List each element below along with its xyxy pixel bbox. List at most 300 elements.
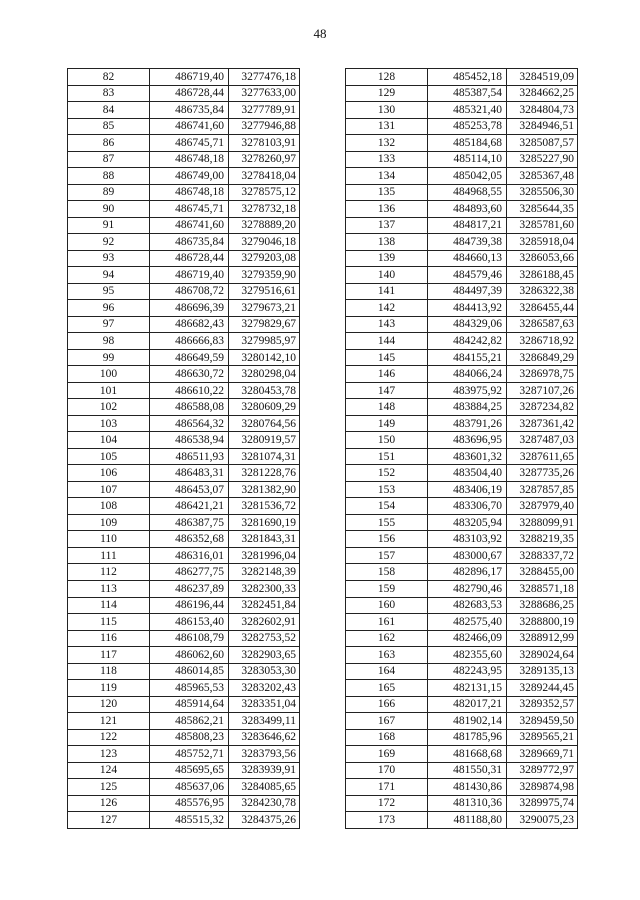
point-number-cell: 142 — [346, 300, 428, 317]
x-coordinate-cell: 486749,00 — [150, 168, 229, 185]
point-number-cell: 159 — [346, 580, 428, 597]
point-number-cell: 111 — [68, 547, 150, 564]
y-coordinate-cell: 3282753,52 — [229, 630, 300, 647]
y-coordinate-cell: 3289669,71 — [507, 746, 578, 763]
x-coordinate-cell: 484968,55 — [428, 184, 507, 201]
y-coordinate-cell: 3283793,56 — [229, 746, 300, 763]
point-number-cell: 161 — [346, 614, 428, 631]
point-number-cell: 86 — [68, 135, 150, 152]
table-row — [346, 746, 578, 763]
point-number-cell: 109 — [68, 514, 150, 531]
x-coordinate-cell: 485576,95 — [150, 795, 229, 812]
y-coordinate-cell: 3289244,45 — [507, 680, 578, 697]
table-row — [68, 696, 300, 713]
point-number-cell: 126 — [68, 795, 150, 812]
x-coordinate-cell: 486745,71 — [150, 201, 229, 218]
point-number-cell: 105 — [68, 448, 150, 465]
table-row — [346, 283, 578, 300]
point-number-cell: 88 — [68, 168, 150, 185]
point-number-cell: 91 — [68, 217, 150, 234]
point-number-cell: 160 — [346, 597, 428, 614]
y-coordinate-cell: 3284230,78 — [229, 795, 300, 812]
y-coordinate-cell: 3285087,57 — [507, 135, 578, 152]
table-row — [346, 234, 578, 251]
point-number-cell: 155 — [346, 514, 428, 531]
table-row — [346, 795, 578, 812]
point-number-cell: 121 — [68, 713, 150, 730]
point-number-cell: 164 — [346, 663, 428, 680]
x-coordinate-cell: 484817,21 — [428, 217, 507, 234]
point-number-cell: 131 — [346, 118, 428, 135]
x-coordinate-cell: 482575,40 — [428, 614, 507, 631]
point-number-cell: 154 — [346, 498, 428, 515]
x-coordinate-cell: 486564,32 — [150, 415, 229, 432]
x-coordinate-cell: 481785,96 — [428, 729, 507, 746]
table-row — [346, 69, 578, 86]
table-row — [68, 432, 300, 449]
table-row — [68, 564, 300, 581]
x-coordinate-cell: 482131,15 — [428, 680, 507, 697]
y-coordinate-cell: 3280453,78 — [229, 382, 300, 399]
x-coordinate-cell: 486483,31 — [150, 465, 229, 482]
point-number-cell: 165 — [346, 680, 428, 697]
point-number-cell: 116 — [68, 630, 150, 647]
y-coordinate-cell: 3278260,97 — [229, 151, 300, 168]
y-coordinate-cell: 3281536,72 — [229, 498, 300, 515]
point-number-cell: 170 — [346, 762, 428, 779]
y-coordinate-cell: 3283202,43 — [229, 680, 300, 697]
table-row — [346, 564, 578, 581]
table-row — [68, 118, 300, 135]
y-coordinate-cell: 3280142,10 — [229, 349, 300, 366]
point-number-cell: 95 — [68, 283, 150, 300]
x-coordinate-cell: 481668,68 — [428, 746, 507, 763]
x-coordinate-cell: 482896,17 — [428, 564, 507, 581]
x-coordinate-cell: 482683,53 — [428, 597, 507, 614]
table-row — [346, 547, 578, 564]
y-coordinate-cell: 3285227,90 — [507, 151, 578, 168]
table-row — [346, 762, 578, 779]
table-row — [346, 465, 578, 482]
x-coordinate-cell: 484739,38 — [428, 234, 507, 251]
table-row — [346, 481, 578, 498]
x-coordinate-cell: 486108,79 — [150, 630, 229, 647]
x-coordinate-cell: 486728,44 — [150, 85, 229, 102]
x-coordinate-cell: 486153,40 — [150, 614, 229, 631]
table-row — [346, 448, 578, 465]
point-number-cell: 112 — [68, 564, 150, 581]
table-row — [346, 498, 578, 515]
x-coordinate-cell: 486421,21 — [150, 498, 229, 515]
x-coordinate-cell: 485321,40 — [428, 102, 507, 119]
table-row — [346, 812, 578, 829]
x-coordinate-cell: 484579,46 — [428, 267, 507, 284]
table-row — [68, 580, 300, 597]
table-row — [68, 481, 300, 498]
table-row — [68, 201, 300, 218]
y-coordinate-cell: 3290075,23 — [507, 812, 578, 829]
x-coordinate-cell: 482243,95 — [428, 663, 507, 680]
point-number-cell: 122 — [68, 729, 150, 746]
point-number-cell: 162 — [346, 630, 428, 647]
x-coordinate-cell: 486748,18 — [150, 184, 229, 201]
table-row — [68, 217, 300, 234]
point-number-cell: 152 — [346, 465, 428, 482]
y-coordinate-cell: 3283939,91 — [229, 762, 300, 779]
x-coordinate-cell: 485515,32 — [150, 812, 229, 829]
y-coordinate-cell: 3280609,29 — [229, 399, 300, 416]
x-coordinate-cell: 486352,68 — [150, 531, 229, 548]
x-coordinate-cell: 484893,60 — [428, 201, 507, 218]
x-coordinate-cell: 485695,65 — [150, 762, 229, 779]
table-row — [346, 630, 578, 647]
point-number-cell: 148 — [346, 399, 428, 416]
table-row — [346, 250, 578, 267]
x-coordinate-cell: 486719,40 — [150, 69, 229, 86]
table-row — [68, 399, 300, 416]
point-number-cell: 143 — [346, 316, 428, 333]
point-number-cell: 87 — [68, 151, 150, 168]
coordinates-table-right — [345, 68, 578, 829]
x-coordinate-cell: 486237,89 — [150, 580, 229, 597]
y-coordinate-cell: 3281690,19 — [229, 514, 300, 531]
table-row — [68, 680, 300, 697]
x-coordinate-cell: 483975,92 — [428, 382, 507, 399]
y-coordinate-cell: 3277789,91 — [229, 102, 300, 119]
point-number-cell: 168 — [346, 729, 428, 746]
y-coordinate-cell: 3279673,21 — [229, 300, 300, 317]
y-coordinate-cell: 3278418,04 — [229, 168, 300, 185]
x-coordinate-cell: 486741,60 — [150, 217, 229, 234]
y-coordinate-cell: 3286455,44 — [507, 300, 578, 317]
y-coordinate-cell: 3279985,97 — [229, 333, 300, 350]
point-number-cell: 90 — [68, 201, 150, 218]
table-row — [346, 597, 578, 614]
table-row — [346, 201, 578, 218]
table-row — [346, 432, 578, 449]
y-coordinate-cell: 3288219,35 — [507, 531, 578, 548]
x-coordinate-cell: 486719,40 — [150, 267, 229, 284]
x-coordinate-cell: 481550,31 — [428, 762, 507, 779]
y-coordinate-cell: 3289352,57 — [507, 696, 578, 713]
point-number-cell: 96 — [68, 300, 150, 317]
y-coordinate-cell: 3281996,04 — [229, 547, 300, 564]
y-coordinate-cell: 3286587,63 — [507, 316, 578, 333]
table-row — [346, 366, 578, 383]
x-coordinate-cell: 484329,06 — [428, 316, 507, 333]
y-coordinate-cell: 3284662,25 — [507, 85, 578, 102]
x-coordinate-cell: 482466,09 — [428, 630, 507, 647]
point-number-cell: 163 — [346, 647, 428, 664]
y-coordinate-cell: 3282148,39 — [229, 564, 300, 581]
y-coordinate-cell: 3278889,20 — [229, 217, 300, 234]
table-row — [68, 498, 300, 515]
x-coordinate-cell: 486741,60 — [150, 118, 229, 135]
table-row — [346, 300, 578, 317]
point-number-cell: 153 — [346, 481, 428, 498]
point-number-cell: 101 — [68, 382, 150, 399]
point-number-cell: 140 — [346, 267, 428, 284]
table-row — [68, 630, 300, 647]
y-coordinate-cell: 3279046,18 — [229, 234, 300, 251]
point-number-cell: 146 — [346, 366, 428, 383]
table-row — [346, 151, 578, 168]
x-coordinate-cell: 485914,64 — [150, 696, 229, 713]
y-coordinate-cell: 3286053,66 — [507, 250, 578, 267]
table-row — [68, 663, 300, 680]
table-row — [346, 531, 578, 548]
table-row — [68, 85, 300, 102]
x-coordinate-cell: 486062,60 — [150, 647, 229, 664]
point-number-cell: 136 — [346, 201, 428, 218]
table-row — [68, 184, 300, 201]
y-coordinate-cell: 3283053,30 — [229, 663, 300, 680]
table-row — [68, 283, 300, 300]
y-coordinate-cell: 3289772,97 — [507, 762, 578, 779]
y-coordinate-cell: 3278732,18 — [229, 201, 300, 218]
y-coordinate-cell: 3283646,62 — [229, 729, 300, 746]
table-row — [346, 647, 578, 664]
y-coordinate-cell: 3285644,35 — [507, 201, 578, 218]
table-row — [68, 746, 300, 763]
y-coordinate-cell: 3287361,42 — [507, 415, 578, 432]
table-row — [68, 349, 300, 366]
table-row — [346, 382, 578, 399]
x-coordinate-cell: 483306,70 — [428, 498, 507, 515]
point-number-cell: 133 — [346, 151, 428, 168]
table-row — [346, 415, 578, 432]
y-coordinate-cell: 3289024,64 — [507, 647, 578, 664]
point-number-cell: 167 — [346, 713, 428, 730]
y-coordinate-cell: 3286718,92 — [507, 333, 578, 350]
x-coordinate-cell: 486745,71 — [150, 135, 229, 152]
y-coordinate-cell: 3277946,88 — [229, 118, 300, 135]
table-row — [68, 713, 300, 730]
y-coordinate-cell: 3285781,60 — [507, 217, 578, 234]
point-number-cell: 138 — [346, 234, 428, 251]
x-coordinate-cell: 483696,95 — [428, 432, 507, 449]
table-row — [68, 762, 300, 779]
point-number-cell: 171 — [346, 779, 428, 796]
table-row — [68, 415, 300, 432]
point-number-cell: 92 — [68, 234, 150, 251]
y-coordinate-cell: 3289135,13 — [507, 663, 578, 680]
x-coordinate-cell: 483000,67 — [428, 547, 507, 564]
table-row — [68, 812, 300, 829]
y-coordinate-cell: 3287611,65 — [507, 448, 578, 465]
point-number-cell: 94 — [68, 267, 150, 284]
x-coordinate-cell: 486511,93 — [150, 448, 229, 465]
table-row — [68, 779, 300, 796]
x-coordinate-cell: 484242,82 — [428, 333, 507, 350]
point-number-cell: 173 — [346, 812, 428, 829]
x-coordinate-cell: 486196,44 — [150, 597, 229, 614]
x-coordinate-cell: 483406,19 — [428, 481, 507, 498]
point-number-cell: 93 — [68, 250, 150, 267]
y-coordinate-cell: 3286322,38 — [507, 283, 578, 300]
point-number-cell: 82 — [68, 69, 150, 86]
table-row — [346, 267, 578, 284]
y-coordinate-cell: 3288337,72 — [507, 547, 578, 564]
point-number-cell: 158 — [346, 564, 428, 581]
y-coordinate-cell: 3283499,11 — [229, 713, 300, 730]
point-number-cell: 137 — [346, 217, 428, 234]
table-row — [346, 663, 578, 680]
x-coordinate-cell: 485042,05 — [428, 168, 507, 185]
y-coordinate-cell: 3282602,91 — [229, 614, 300, 631]
y-coordinate-cell: 3279516,61 — [229, 283, 300, 300]
table-row — [68, 168, 300, 185]
table-row — [346, 333, 578, 350]
coordinates-table-left — [67, 68, 300, 829]
table-row — [346, 184, 578, 201]
y-coordinate-cell: 3285367,48 — [507, 168, 578, 185]
table-row — [346, 316, 578, 333]
x-coordinate-cell: 486316,01 — [150, 547, 229, 564]
point-number-cell: 113 — [68, 580, 150, 597]
table-row — [346, 217, 578, 234]
point-number-cell: 107 — [68, 481, 150, 498]
y-coordinate-cell: 3280298,04 — [229, 366, 300, 383]
point-number-cell: 135 — [346, 184, 428, 201]
x-coordinate-cell: 485637,06 — [150, 779, 229, 796]
x-coordinate-cell: 485752,71 — [150, 746, 229, 763]
x-coordinate-cell: 483884,25 — [428, 399, 507, 416]
table-row — [68, 465, 300, 482]
point-number-cell: 97 — [68, 316, 150, 333]
x-coordinate-cell: 482355,60 — [428, 647, 507, 664]
point-number-cell: 114 — [68, 597, 150, 614]
x-coordinate-cell: 481430,86 — [428, 779, 507, 796]
y-coordinate-cell: 3281382,90 — [229, 481, 300, 498]
table-row — [68, 234, 300, 251]
y-coordinate-cell: 3280764,56 — [229, 415, 300, 432]
x-coordinate-cell: 484413,92 — [428, 300, 507, 317]
point-number-cell: 166 — [346, 696, 428, 713]
point-number-cell: 83 — [68, 85, 150, 102]
point-number-cell: 172 — [346, 795, 428, 812]
table-row — [346, 85, 578, 102]
x-coordinate-cell: 484497,39 — [428, 283, 507, 300]
x-coordinate-cell: 481902,14 — [428, 713, 507, 730]
point-number-cell: 89 — [68, 184, 150, 201]
point-number-cell: 117 — [68, 647, 150, 664]
y-coordinate-cell: 3284804,73 — [507, 102, 578, 119]
point-number-cell: 156 — [346, 531, 428, 548]
y-coordinate-cell: 3286978,75 — [507, 366, 578, 383]
x-coordinate-cell: 485114,10 — [428, 151, 507, 168]
table-row — [346, 102, 578, 119]
table-row — [68, 300, 300, 317]
y-coordinate-cell: 3285506,30 — [507, 184, 578, 201]
table-row — [68, 597, 300, 614]
x-coordinate-cell: 485808,23 — [150, 729, 229, 746]
table-row — [346, 399, 578, 416]
y-coordinate-cell: 3289459,50 — [507, 713, 578, 730]
x-coordinate-cell: 484066,24 — [428, 366, 507, 383]
table-row — [68, 448, 300, 465]
table-row — [68, 267, 300, 284]
y-coordinate-cell: 3284085,65 — [229, 779, 300, 796]
table-row — [68, 547, 300, 564]
table-row — [68, 382, 300, 399]
y-coordinate-cell: 3279829,67 — [229, 316, 300, 333]
y-coordinate-cell: 3281843,31 — [229, 531, 300, 548]
x-coordinate-cell: 484660,13 — [428, 250, 507, 267]
y-coordinate-cell: 3288912,99 — [507, 630, 578, 647]
table-row — [346, 168, 578, 185]
table-row — [346, 580, 578, 597]
x-coordinate-cell: 485253,78 — [428, 118, 507, 135]
y-coordinate-cell: 3279203,08 — [229, 250, 300, 267]
table-row — [346, 349, 578, 366]
y-coordinate-cell: 3287487,03 — [507, 432, 578, 449]
y-coordinate-cell: 3287735,26 — [507, 465, 578, 482]
point-number-cell: 149 — [346, 415, 428, 432]
table-row — [68, 316, 300, 333]
x-coordinate-cell: 483205,94 — [428, 514, 507, 531]
table-row — [68, 614, 300, 631]
x-coordinate-cell: 481188,80 — [428, 812, 507, 829]
point-number-cell: 84 — [68, 102, 150, 119]
y-coordinate-cell: 3278103,91 — [229, 135, 300, 152]
point-number-cell: 141 — [346, 283, 428, 300]
y-coordinate-cell: 3288686,25 — [507, 597, 578, 614]
point-number-cell: 103 — [68, 415, 150, 432]
table-row — [68, 333, 300, 350]
x-coordinate-cell: 484155,21 — [428, 349, 507, 366]
point-number-cell: 145 — [346, 349, 428, 366]
y-coordinate-cell: 3287979,40 — [507, 498, 578, 515]
table-row — [346, 514, 578, 531]
y-coordinate-cell: 3281228,76 — [229, 465, 300, 482]
y-coordinate-cell: 3284519,09 — [507, 69, 578, 86]
point-number-cell: 129 — [346, 85, 428, 102]
y-coordinate-cell: 3279359,90 — [229, 267, 300, 284]
point-number-cell: 144 — [346, 333, 428, 350]
y-coordinate-cell: 3281074,31 — [229, 448, 300, 465]
point-number-cell: 128 — [346, 69, 428, 86]
table-row — [68, 102, 300, 119]
y-coordinate-cell: 3277476,18 — [229, 69, 300, 86]
point-number-cell: 130 — [346, 102, 428, 119]
x-coordinate-cell: 483791,26 — [428, 415, 507, 432]
x-coordinate-cell: 483601,32 — [428, 448, 507, 465]
point-number-cell: 98 — [68, 333, 150, 350]
y-coordinate-cell: 3282300,33 — [229, 580, 300, 597]
x-coordinate-cell: 486588,08 — [150, 399, 229, 416]
table-row — [68, 729, 300, 746]
x-coordinate-cell: 486014,85 — [150, 663, 229, 680]
y-coordinate-cell: 3282451,84 — [229, 597, 300, 614]
x-coordinate-cell: 485965,53 — [150, 680, 229, 697]
table-row — [346, 729, 578, 746]
point-number-cell: 147 — [346, 382, 428, 399]
point-number-cell: 102 — [68, 399, 150, 416]
x-coordinate-cell: 486610,22 — [150, 382, 229, 399]
point-number-cell: 127 — [68, 812, 150, 829]
table-row — [346, 135, 578, 152]
y-coordinate-cell: 3284946,51 — [507, 118, 578, 135]
x-coordinate-cell: 486735,84 — [150, 102, 229, 119]
point-number-cell: 115 — [68, 614, 150, 631]
y-coordinate-cell: 3289975,74 — [507, 795, 578, 812]
y-coordinate-cell: 3280919,57 — [229, 432, 300, 449]
table-row — [346, 779, 578, 796]
x-coordinate-cell: 486649,59 — [150, 349, 229, 366]
point-number-cell: 120 — [68, 696, 150, 713]
x-coordinate-cell: 486277,75 — [150, 564, 229, 581]
